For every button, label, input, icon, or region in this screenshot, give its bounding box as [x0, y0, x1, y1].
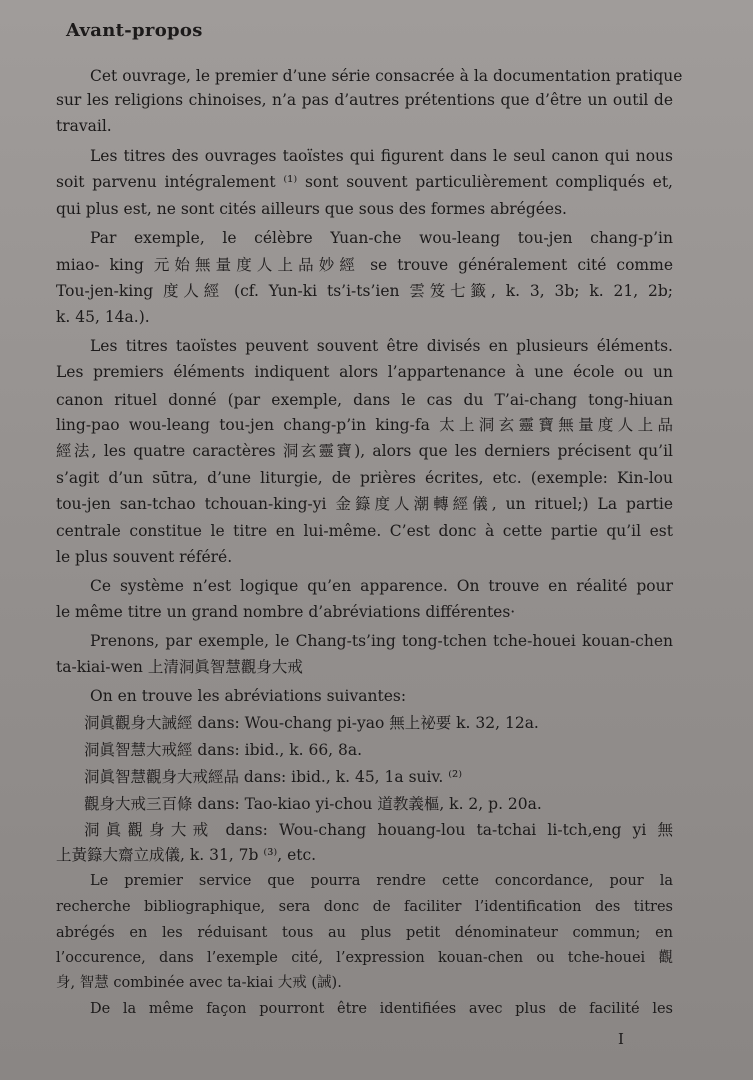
- text-line: Par exemple, le célèbre Yuan-che wou-leang tou-jen chang-p’in: [90, 229, 673, 247]
- text-line: 上黃籙大齋立成儀, k. 31, 7b ⁽³⁾, etc.: [56, 846, 317, 864]
- text-line: travail.: [56, 117, 112, 135]
- text-line: Les titres des ouvrages taoïstes qui figurent dans le seul canon qui nous: [90, 147, 673, 165]
- page-title: Avant-propos: [66, 20, 203, 41]
- text-line: soit parvenu intégralement ⁽¹⁾ sont souvent particulièrement compliqués et,: [56, 173, 673, 191]
- text-line: le même titre un grand nombre d’abréviations différentes·: [56, 603, 516, 621]
- text-line: Les premiers éléments indiquent alors l’appartenance à une école ou un: [56, 363, 673, 381]
- text-line: 身, 智慧 combinée avec ta-kiai 大戒 (誡).: [56, 975, 342, 991]
- text-line: On en trouve les abréviations suivantes:: [90, 687, 407, 705]
- text-line: recherche bibliographique, sera donc de faciliter l’identification des titres: [56, 899, 673, 915]
- text-line: miao- king 元始無量度人上品妙經 se trouve généralement cité comme: [56, 256, 673, 274]
- text-line: 觀身大戒三百條 dans: Tao-kiao yi-chou 道教義樞, k. 2, p. 20a.: [84, 795, 542, 813]
- text-line: 洞眞觀身大誡經 dans: Wou-chang pi-yao 無上祕要 k. 32, 12a.: [84, 714, 539, 732]
- text-line: tou-jen san-tchao tchouan-king-yi 金籙度人潮轉經儀, un rituel;) La partie: [56, 495, 673, 513]
- text-line: s’agit d’un sūtra, d’une liturgie, de prières écrites, etc. (exemple: Kin-lou: [56, 469, 673, 487]
- text-line: ta-kiai-wen 上清洞眞智慧觀身大戒: [56, 658, 303, 676]
- text-line: canon rituel donné (par exemple, dans le cas du T’ai-chang tong-hiuan: [56, 391, 673, 409]
- text-line: centrale constitue le titre en lui-même. C’est donc à cette partie qu’il est: [56, 522, 673, 540]
- text-line: 經法, les quatre caractères 洞玄靈寶), alors que les derniers précisent qu’il: [56, 442, 673, 460]
- text-line: l’occurence, dans l’exemple cité, l’expression kouan-chen ou tche-houei 觀: [56, 950, 673, 966]
- text-line: abrégés en les réduisant tous au plus petit dénominateur commun; en: [56, 925, 673, 941]
- text-line: Cet ouvrage, le premier d’une série consacrée à la documentation pratique: [90, 67, 683, 85]
- text-line: 洞眞智慧觀身大戒經品 dans: ibid., k. 45, 1a suiv. ⁽²⁾: [84, 768, 463, 786]
- text-line: Ce système n’est logique qu’en apparence. On trouve en réalité pour: [90, 577, 673, 595]
- text-line: 洞眞觀身大戒 dans: Wou-chang houang-lou ta-tchai li-tch‚eng yi 無: [84, 821, 673, 839]
- text-line: k. 45, 14a.).: [56, 308, 150, 326]
- text-line: sur les religions chinoises, n’a pas d’autres prétentions que d’être un outil de: [56, 91, 673, 109]
- text-line: Tou-jen-king 度人經 (cf. Yun-ki ts’i-ts’ien 雲笈七籤, k. 3, 3b; k. 21, 2b;: [56, 282, 673, 300]
- text-line: Les titres taoïstes peuvent souvent être divisés en plusieurs éléments.: [90, 337, 673, 355]
- text-line: Prenons, par exemple, le Chang-ts’ing tong-tchen tche-houei kouan-chen: [90, 632, 673, 650]
- text-line: qui plus est, ne sont cités ailleurs que sous des formes abrégées.: [56, 200, 567, 218]
- text-line: ling-pao wou-leang tou-jen chang-p’in king-fa 太上洞玄靈寶無量度人上品: [56, 416, 673, 434]
- text-line: Le premier service que pourra rendre cette concordance, pour la: [90, 873, 673, 889]
- text-line: 洞眞智慧大戒經 dans: ibid., k. 66, 8a.: [84, 741, 363, 759]
- text-line: le plus souvent référé.: [56, 548, 233, 566]
- text-line: De la même façon pourront être identifiées avec plus de facilité les: [90, 1001, 673, 1017]
- page-number: I: [618, 1030, 624, 1048]
